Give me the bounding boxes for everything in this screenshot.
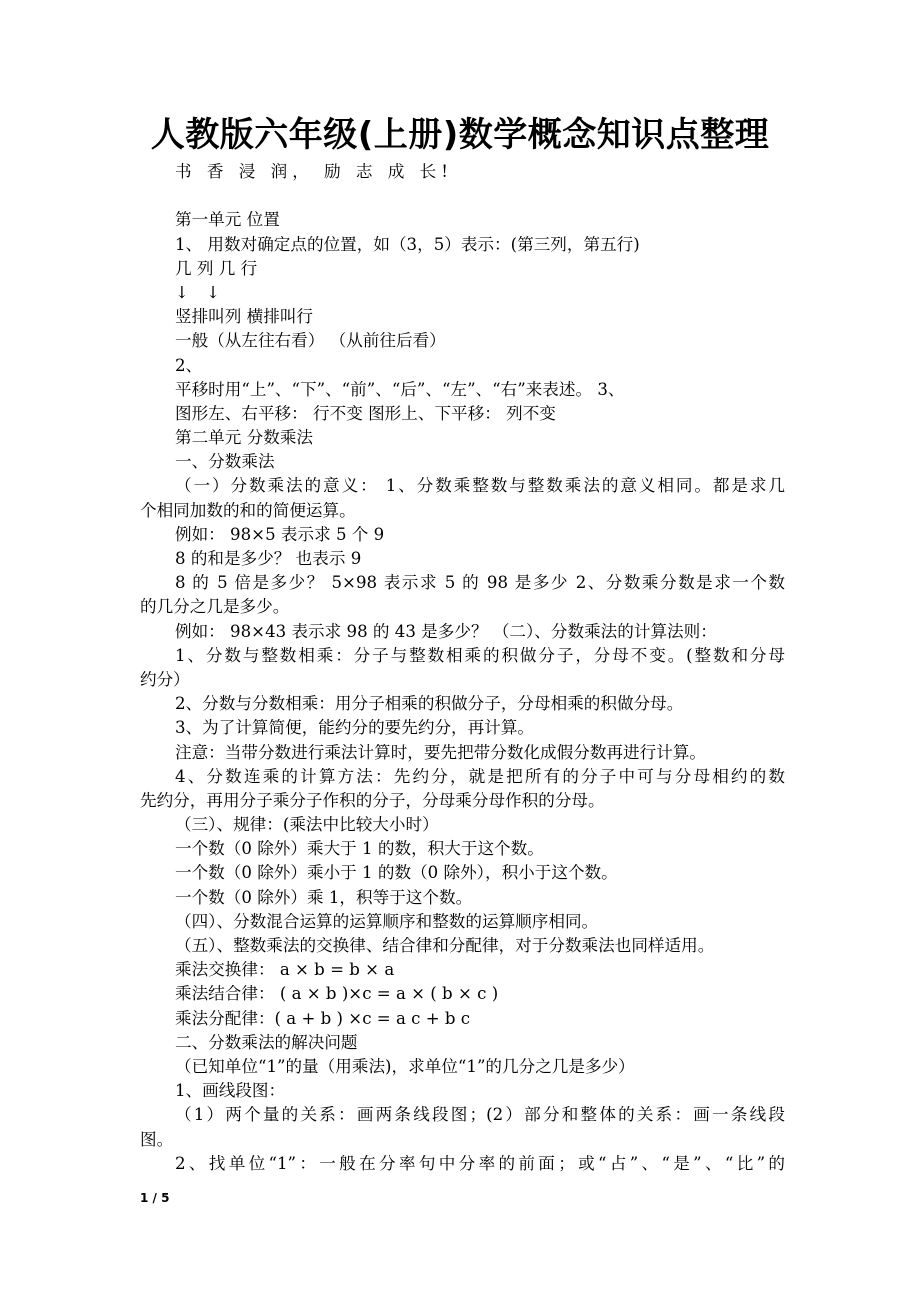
text-line: 注意：当带分数进行乘法计算时，要先把带分数化成假分数再进行计算。 — [175, 742, 706, 762]
text-line: 先约分，再用分子乘分子作积的分子，分母乘分母作积的分母。 — [140, 790, 605, 810]
text-line: 竖排叫列 横排叫行 — [175, 307, 314, 327]
text-line: 4、分数连乘的计算方法：先约分，就是把所有的分子中可与分母相约的数 — [175, 766, 785, 786]
document-body — [140, 160, 785, 1176]
text-line: （五）、整数乘法的交换律、结合律和分配律，对于分数乘法也同样适用。 — [175, 936, 715, 955]
text-line: 1、画线段图： — [175, 1081, 286, 1101]
formula-line: 乘法分配律：( a + b ) ×c = a c + b c — [175, 1008, 471, 1028]
text-line: 2、 — [175, 355, 203, 375]
page-number: 1 / 5 — [140, 1191, 170, 1205]
text-line: （四）、分数混合运算的运算顺序和整数的运算顺序相同。 — [175, 911, 599, 931]
text-line: 例如： 98×43 表示求 98 的 43 是多少？ （二）、分数乘法的计算法则： — [175, 621, 717, 641]
text-line: 平移时用“上”、“下”、“前”、“后”、“左”、“右”来表述。 3、 — [175, 379, 625, 399]
text-line: 一个数（0 除外）乘大于 1 的数，积大于这个数。 — [175, 839, 544, 859]
text-line: 3、为了计算简便，能约分的要先约分，再计算。 — [175, 718, 535, 738]
text-line: 一个数（0 除外）乘 1，积等于这个数。 — [175, 887, 473, 907]
text-line: （一）分数乘法的意义： 1、分数乘整数与整数乘法的意义相同。都是求几 — [175, 476, 785, 496]
heading-unit-2: 第二单元 分数乘法 — [175, 428, 314, 448]
text-line: 图。 — [140, 1129, 174, 1149]
page-title: 人教版六年级(上册)数学概念知识点整理 — [150, 115, 770, 155]
motto: 书 香 浸 润， 励 志 成 长! — [175, 162, 453, 181]
text-line: 的几分之几是多少。 — [140, 597, 290, 617]
text-line: 一般（从左往右看） （从前往后看） — [175, 331, 446, 351]
text-line: 一个数（0 除外）乘小于 1 的数（0 除外），积小于这个数。 — [175, 863, 618, 883]
text-line: （三）、规律：(乘法中比较大小时） — [175, 815, 439, 835]
formula-line: 乘法交换律： a × b = b × a — [175, 960, 395, 980]
blank-line — [140, 184, 785, 208]
text-line: 个相同加数的和的简便运算。 — [140, 500, 356, 520]
text-line: （1）两个量的关系：画两条线段图；(2）部分和整体的关系：画一条线段 — [175, 1105, 785, 1125]
text-line: （已知单位“1”的量（用乘法)，求单位“1”的几分之几是多少） — [175, 1056, 635, 1076]
text-line: 1、分数与整数相乘：分子与整数相乘的积做分子，分母不变。(整数和分母 — [175, 645, 785, 665]
text-line: 约分） — [140, 669, 190, 689]
text-line: 2、找单位“1”：一般在分率句中分率的前面；或“占”、“是”、“比”的 — [175, 1153, 785, 1173]
heading-unit-1: 第一单元 位置 — [175, 210, 280, 230]
text-line: 例如： 98×5 表示求 5 个 9 — [175, 524, 385, 544]
arrow-glyphs: ↓ ↓ — [175, 282, 227, 302]
text-line: 2、分数与分数相乘：用分子相乘的积做分子，分母相乘的积做分母。 — [175, 694, 684, 714]
text-line: 几 列 几 行 — [175, 258, 258, 278]
text-line: 1、 用数对确定点的位置，如（3，5）表示：(第三列，第五行) — [175, 234, 640, 254]
text-line: 8 的和是多少？ 也表示 9 — [175, 549, 362, 568]
text-line: 图形左、右平移： 行不变 图形上、下平移： 列不变 — [175, 403, 556, 423]
formula-line: 乘法结合律： ( a × b )×c = a × ( b × c ) — [175, 984, 499, 1004]
section-heading: 一、分数乘法 — [175, 452, 275, 472]
section-heading: 二、分数乘法的解决问题 — [175, 1032, 358, 1052]
text-line: 8 的 5 倍是多少？ 5×98 表示求 5 的 98 是多少 2、分数乘分数是求一个数 — [175, 573, 785, 593]
